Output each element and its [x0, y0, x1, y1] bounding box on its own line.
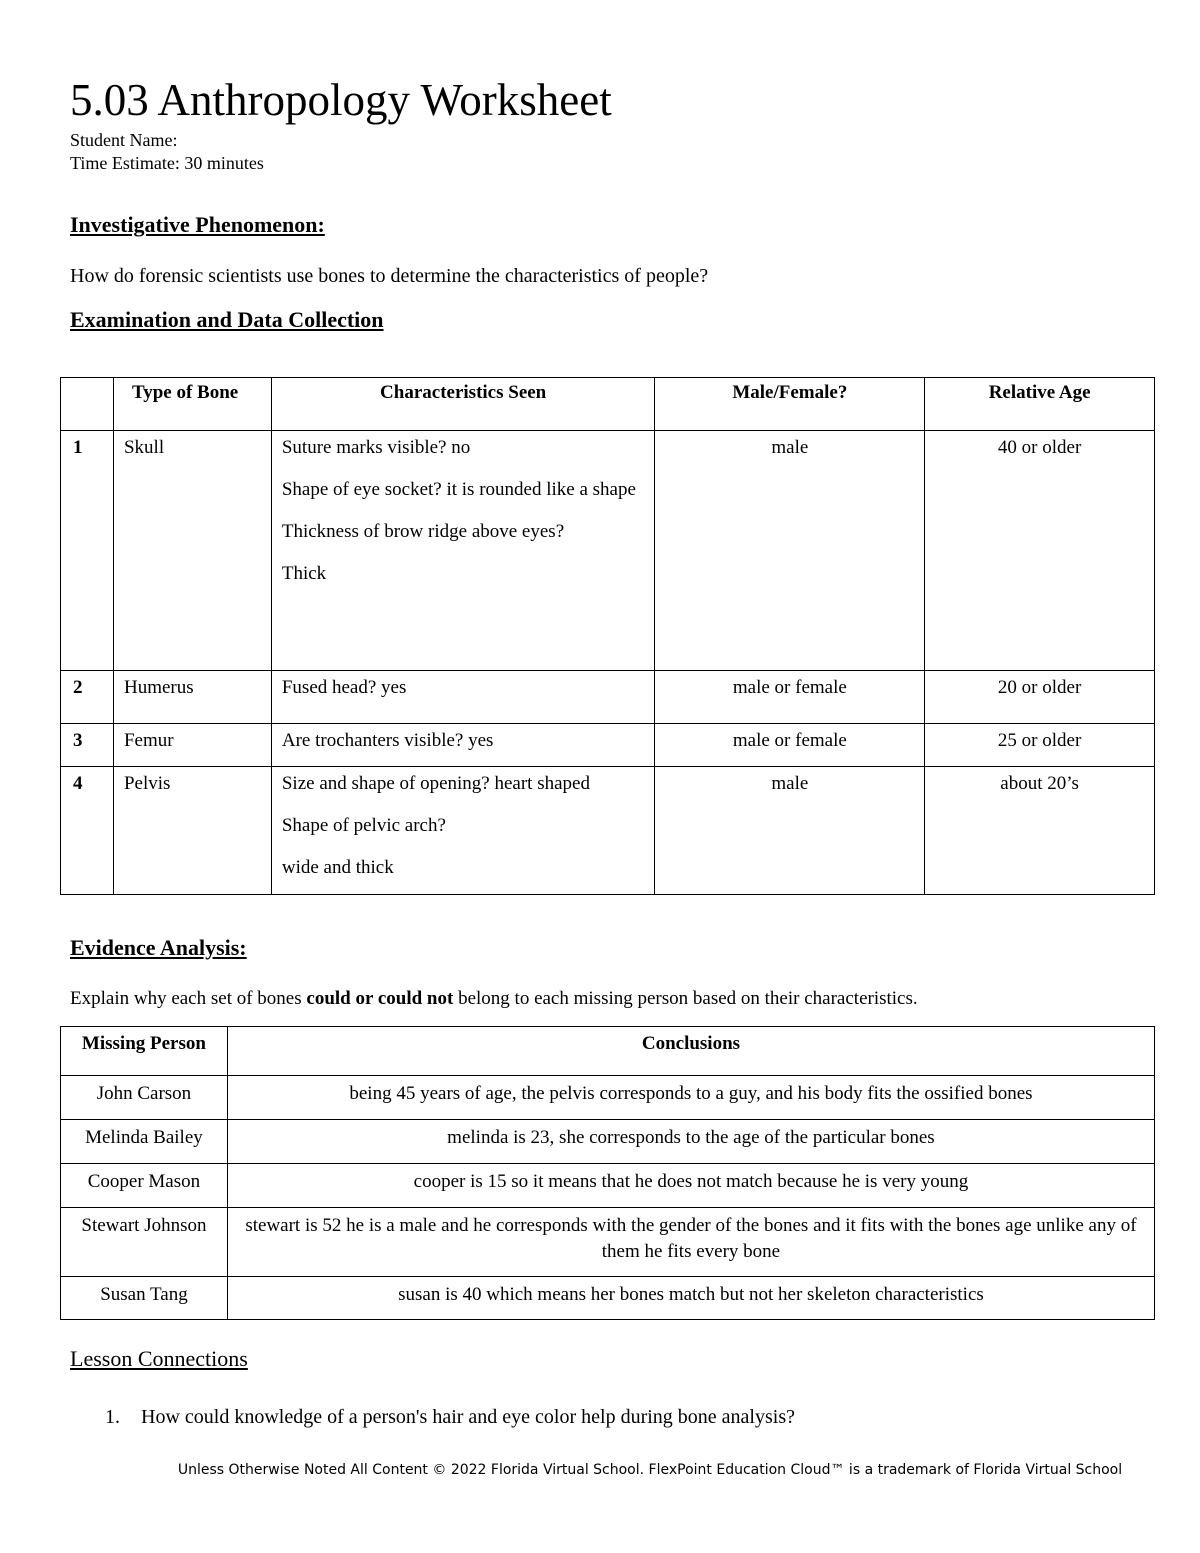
characteristic-line: Fused head? yes — [281, 677, 407, 698]
person-name: Stewart Johnson — [61, 1208, 228, 1277]
lesson-question — [105, 1403, 795, 1431]
evidence-intro — [70, 986, 918, 1012]
table-row — [61, 1164, 1155, 1208]
header-cell: Characteristics Seen — [271, 378, 655, 431]
header-cell: Missing Person — [61, 1027, 228, 1076]
footer-copyright: Unless Otherwise Noted All Content © 2022 Florida Virtual School. FlexPoint Education Cloud™ is a trademark of Florida Virtual School — [177, 1462, 1123, 1478]
evidence-intro-text: Explain why each set of bones — [70, 988, 307, 1009]
question-number: 1. — [105, 1406, 120, 1428]
characteristic-line: Shape of pelvic arch? — [281, 815, 446, 836]
time-estimate: Time Estimate: 30 minutes — [70, 153, 264, 173]
sex-cell: male or female — [655, 724, 925, 767]
conclusion: susan is 40 which means her bones match but not her skeleton characteristics — [227, 1277, 1154, 1320]
bone-type: Skull — [113, 431, 271, 671]
characteristic-line: Are trochanters visible? yes — [281, 730, 494, 751]
header-cell-num — [61, 378, 114, 431]
table-row — [61, 1120, 1155, 1164]
examination-heading: Examination and Data Collection — [70, 307, 384, 332]
person-name: Susan Tang — [61, 1277, 228, 1320]
row-number: 4 — [61, 767, 114, 895]
header-cell: Type of Bone — [113, 378, 271, 431]
investigative-question: How do forensic scientists use bones to determine the characteristics of people? — [70, 265, 709, 287]
table-header-row — [61, 378, 1155, 431]
lesson-heading: Lesson Connections — [70, 1346, 248, 1371]
table-row — [61, 431, 1155, 671]
age-cell: 20 or older — [925, 671, 1155, 724]
table-row — [61, 1277, 1155, 1320]
row-number: 1 — [61, 431, 114, 671]
bone-type: Humerus — [113, 671, 271, 724]
characteristics-cell — [271, 724, 655, 767]
evidence-intro-emphasis: could or could not — [306, 988, 454, 1009]
page-title: 5.03 Anthropology Worksheet — [70, 75, 612, 125]
person-name: Melinda Bailey — [61, 1120, 228, 1164]
age-cell: 25 or older — [925, 724, 1155, 767]
characteristic-line: Thickness of brow ridge above eyes? — [281, 521, 565, 542]
characteristic-line: Thick — [281, 563, 327, 584]
age-cell: 40 or older — [925, 431, 1155, 671]
missing-persons-table — [60, 1026, 1155, 1320]
evidence-intro-text-end: belong to each missing person based on their characteristics. — [453, 988, 918, 1009]
person-name: Cooper Mason — [61, 1164, 228, 1208]
bone-type: Femur — [113, 724, 271, 767]
student-name-label: Student Name: — [70, 130, 178, 150]
row-number: 3 — [61, 724, 114, 767]
conclusion: being 45 years of age, the pelvis corresponds to a guy, and his body fits the ossified bones — [227, 1076, 1154, 1120]
sex-cell: male — [655, 767, 925, 895]
characteristics-cell — [271, 431, 655, 671]
table-row — [61, 724, 1155, 767]
table-row — [61, 1208, 1155, 1277]
characteristic-line: wide and thick — [281, 857, 394, 878]
characteristic-line: Suture marks visible? no — [281, 437, 471, 458]
characteristic-line: Size and shape of opening? heart shaped — [281, 773, 590, 794]
sex-cell: male — [655, 431, 925, 671]
person-name: John Carson — [61, 1076, 228, 1120]
bone-type: Pelvis — [113, 767, 271, 895]
evidence-heading: Evidence Analysis: — [70, 935, 247, 960]
characteristics-cell — [271, 767, 655, 895]
conclusion: melinda is 23, she corresponds to the age of the particular bones — [227, 1120, 1154, 1164]
conclusion: cooper is 15 so it means that he does not match because he is very young — [227, 1164, 1154, 1208]
row-number: 2 — [61, 671, 114, 724]
table-header-row — [61, 1027, 1155, 1076]
characteristic-line: Shape of eye socket? it is rounded like a shape — [281, 479, 636, 500]
age-cell: about 20’s — [925, 767, 1155, 895]
sex-cell: male or female — [655, 671, 925, 724]
table-row — [61, 1076, 1155, 1120]
table-row — [61, 671, 1155, 724]
characteristics-cell — [271, 671, 655, 724]
header-cell: Male/Female? — [655, 378, 925, 431]
conclusion: stewart is 52 he is a male and he corresponds with the gender of the bones and it fits with the bones age unlike any of them he fits every bone — [227, 1208, 1154, 1277]
investigative-heading: Investigative Phenomenon: — [70, 212, 325, 237]
question-text: How could knowledge of a person's hair and eye color help during bone analysis? — [141, 1406, 795, 1428]
table-row — [61, 767, 1155, 895]
bone-examination-table — [60, 377, 1155, 895]
header-cell: Conclusions — [227, 1027, 1154, 1076]
header-cell: Relative Age — [925, 378, 1155, 431]
